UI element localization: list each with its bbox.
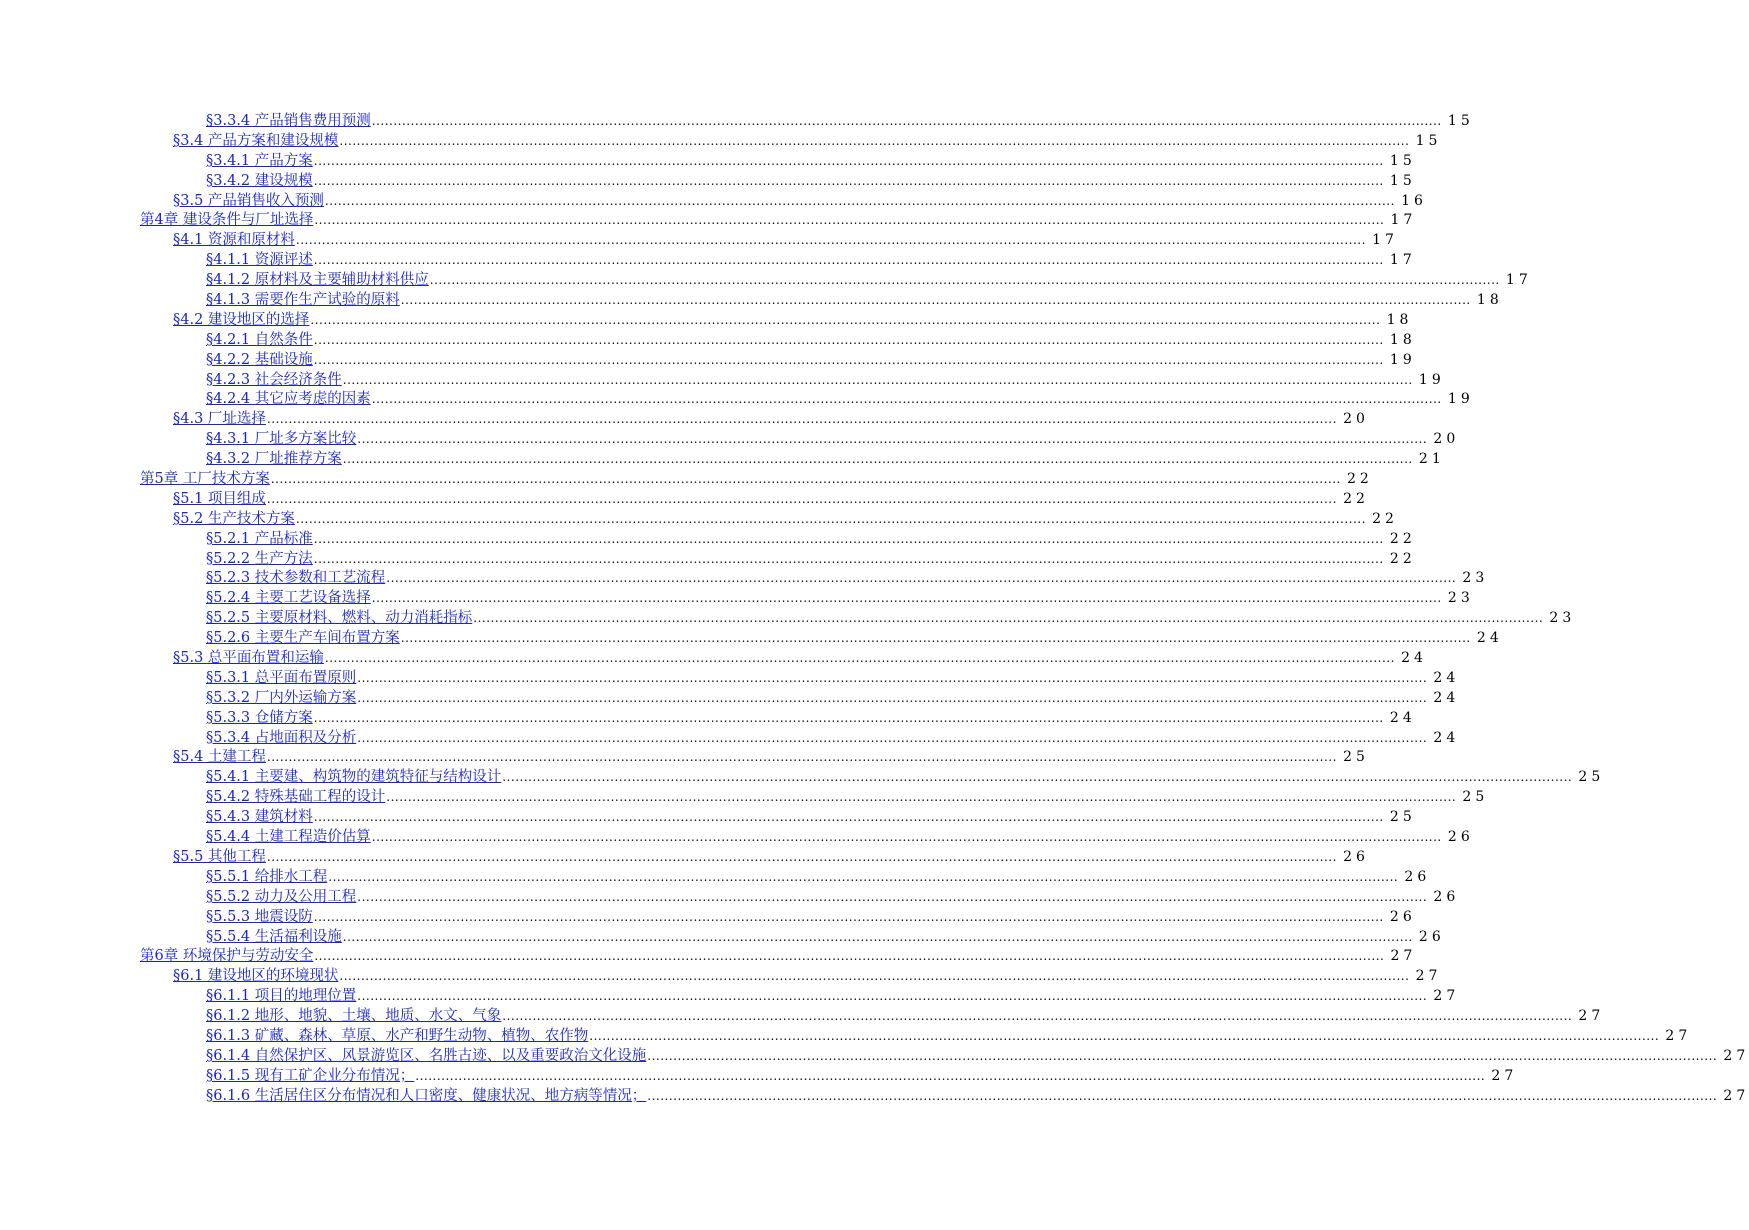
toc-page-number: 22 <box>1347 471 1373 488</box>
toc-entry[interactable] <box>0 649 1427 669</box>
dot-leader <box>271 470 1341 490</box>
toc-entry[interactable] <box>0 211 1417 231</box>
toc-entry-line <box>206 450 1445 470</box>
dot-leader <box>314 351 1384 371</box>
dot-leader <box>372 589 1442 609</box>
toc-entry[interactable] <box>0 470 1373 490</box>
toc-entry-link[interactable]: §5.3.3 仓储方案 <box>206 709 313 726</box>
toc-entry-link[interactable]: §5.4.3 建筑材料 <box>206 809 313 826</box>
toc-entry-line <box>206 1087 1749 1107</box>
toc-entry-link[interactable]: §5.3.1 总平面布置原则 <box>206 669 357 686</box>
toc-entry-line <box>206 629 1503 649</box>
toc-entry-line <box>173 311 1413 331</box>
toc-page-number: 22 <box>1343 490 1369 507</box>
toc-entry-line <box>206 768 1605 788</box>
toc-entry-line <box>206 569 1489 589</box>
dot-leader <box>386 569 1456 589</box>
toc-entry-line <box>173 749 1369 769</box>
toc-entry[interactable] <box>0 1047 1749 1067</box>
toc-page-number: 27 <box>1491 1067 1518 1084</box>
toc-entry-line <box>206 1047 1749 1067</box>
toc-entry-link[interactable]: §5.2.4 主要工艺设备选择 <box>206 590 371 607</box>
dot-leader <box>357 669 1427 689</box>
dot-leader <box>401 629 1471 649</box>
toc-page-number: 25 <box>1343 749 1369 766</box>
dot-leader <box>343 450 1413 470</box>
toc-entry[interactable] <box>0 629 1503 649</box>
toc-entry-line <box>206 609 1576 629</box>
toc-page-number: 24 <box>1401 650 1427 667</box>
toc-page-number: 24 <box>1433 689 1460 706</box>
toc-entry[interactable] <box>0 669 1460 689</box>
toc-entry[interactable] <box>0 510 1398 530</box>
toc-page-number: 26 <box>1389 908 1416 925</box>
toc-page-number: 26 <box>1343 848 1369 865</box>
toc-page-number: 27 <box>1723 1047 1749 1064</box>
toc-entry-line <box>206 271 1532 291</box>
toc-entry[interactable] <box>0 410 1369 430</box>
toc-entry-line <box>206 669 1460 689</box>
dot-leader <box>372 112 1442 132</box>
dot-leader <box>357 689 1427 709</box>
toc-entry-link[interactable]: §4.2.2 基础设施 <box>206 351 313 368</box>
toc-entry-link[interactable]: §5.2.1 产品标准 <box>206 530 313 547</box>
toc-page-number: 16 <box>1401 192 1427 209</box>
dot-leader <box>314 172 1384 192</box>
dot-leader <box>325 192 1395 212</box>
toc-entry-line <box>140 947 1417 967</box>
toc-page-number: 25 <box>1462 789 1489 806</box>
toc-entry[interactable] <box>0 390 1474 410</box>
toc-entry[interactable] <box>0 689 1460 709</box>
dot-leader <box>314 211 1384 231</box>
toc-entry-line <box>206 112 1474 132</box>
toc-entry[interactable] <box>0 192 1427 212</box>
toc-entry[interactable] <box>0 132 1442 152</box>
dot-leader <box>339 967 1409 987</box>
dot-leader <box>372 390 1442 410</box>
toc-page-number: 17 <box>1505 272 1532 289</box>
toc-entry[interactable] <box>0 888 1460 908</box>
toc-page-number: 24 <box>1476 630 1503 647</box>
toc-entry-link[interactable]: §6.1.1 项目的地理位置 <box>206 988 357 1005</box>
toc-entry-line <box>173 132 1442 152</box>
toc-entry[interactable] <box>0 1007 1605 1027</box>
toc-page-number: 27 <box>1433 988 1460 1005</box>
toc-entry-link[interactable]: §5.4.2 特殊基础工程的设计 <box>206 789 386 806</box>
toc-entry[interactable] <box>0 788 1489 808</box>
toc-entry-link[interactable]: §5.4 土建工程 <box>173 749 266 766</box>
toc-entry-link[interactable]: §4.2.1 自然条件 <box>206 331 313 348</box>
toc-entry[interactable] <box>0 430 1460 450</box>
toc-page-number: 19 <box>1447 391 1474 408</box>
dot-leader <box>386 788 1456 808</box>
toc-page-number: 23 <box>1447 590 1474 607</box>
toc-page-number: 26 <box>1418 928 1445 945</box>
toc-page-number: 27 <box>1578 1008 1605 1025</box>
toc-entry-link[interactable]: §5.1 项目组成 <box>173 490 266 507</box>
dot-leader <box>267 748 1337 768</box>
toc-entry[interactable] <box>0 450 1445 470</box>
toc-entry[interactable] <box>0 908 1416 928</box>
toc-page-number: 21 <box>1418 451 1445 468</box>
toc-entry-line <box>173 192 1427 212</box>
toc-page-number: 17 <box>1389 252 1416 269</box>
dot-leader <box>357 430 1427 450</box>
toc-entry[interactable] <box>0 868 1431 888</box>
toc-entry-line <box>206 908 1416 928</box>
toc-entry-line <box>206 828 1474 848</box>
toc-entry-line <box>206 1027 1692 1047</box>
toc-entry-line <box>140 470 1373 490</box>
toc-entry-link[interactable]: §6.1.6 生活居住区分布情况和人口密度、健康状况、地方病等情况； <box>206 1087 647 1104</box>
toc-page-number: 15 <box>1389 152 1416 169</box>
toc-entry-line <box>173 490 1369 510</box>
toc-entry-line <box>206 689 1460 709</box>
toc-page-number: 26 <box>1404 868 1431 885</box>
toc-entry-link[interactable]: §6.1.5 现有工矿企业分布情况； <box>206 1067 415 1084</box>
dot-leader <box>296 510 1366 530</box>
toc-entry-link[interactable]: §3.4.2 建设规模 <box>206 172 313 189</box>
toc-entry-link[interactable]: §5.5.4 生活福利设施 <box>206 928 342 945</box>
dot-leader <box>314 908 1384 928</box>
toc-entry[interactable] <box>0 729 1460 749</box>
toc-entry-link[interactable]: 第4章 建设条件与厂址选择 <box>140 212 314 229</box>
toc-entry-link[interactable]: §3.4.1 产品方案 <box>206 152 313 169</box>
toc-entry[interactable] <box>0 152 1416 172</box>
dot-leader <box>343 371 1413 391</box>
toc-entry-line <box>206 1067 1518 1087</box>
toc-entry-link[interactable]: §3.4 产品方案和建设规模 <box>173 132 339 149</box>
dot-leader <box>372 828 1442 848</box>
dot-leader <box>589 1027 1659 1047</box>
toc-page-number: 24 <box>1389 709 1416 726</box>
toc-page-number: 27 <box>1665 1027 1692 1044</box>
toc-page-number: 17 <box>1372 232 1398 249</box>
toc-entry-line <box>206 888 1460 908</box>
toc-entry[interactable] <box>0 947 1417 967</box>
toc-entry-line <box>206 589 1474 609</box>
toc-entry[interactable] <box>0 550 1416 570</box>
toc-entry-line <box>206 331 1416 351</box>
toc-entry-link[interactable]: §5.5.1 给排水工程 <box>206 868 328 885</box>
toc-entry-line <box>206 291 1503 311</box>
toc-entry[interactable] <box>0 609 1576 629</box>
toc-page-number: 19 <box>1418 371 1445 388</box>
toc-entry[interactable] <box>0 251 1416 271</box>
dot-leader <box>343 928 1413 948</box>
toc-entry-link[interactable]: §5.2.6 主要生产车间布置方案 <box>206 630 400 647</box>
dot-leader <box>430 271 1500 291</box>
toc-entry-line <box>206 1007 1605 1027</box>
toc-page-number: 27 <box>1415 968 1442 985</box>
toc-entry-link[interactable]: §5.5.3 地震设防 <box>206 908 313 925</box>
toc-entry[interactable] <box>0 331 1416 351</box>
toc-entry-line <box>173 231 1398 251</box>
toc-entry[interactable] <box>0 291 1503 311</box>
toc-entry[interactable] <box>0 928 1445 948</box>
toc-entry-line <box>206 152 1416 172</box>
dot-leader <box>314 550 1384 570</box>
toc-entry[interactable] <box>0 1067 1518 1087</box>
toc-page-number: 27 <box>1723 1087 1749 1104</box>
toc-entry[interactable] <box>0 808 1416 828</box>
toc-entry[interactable] <box>0 490 1369 510</box>
dot-leader <box>401 291 1471 311</box>
toc-entry-link[interactable]: §3.5 产品销售收入预测 <box>173 192 324 209</box>
toc-page-number: 22 <box>1389 530 1416 547</box>
toc-entry-line <box>173 848 1369 868</box>
toc-entry-line <box>206 251 1416 271</box>
toc-entry-link[interactable]: §5.2.3 技术参数和工艺流程 <box>206 570 386 587</box>
toc-entry[interactable] <box>0 589 1474 609</box>
dot-leader <box>296 231 1366 251</box>
toc-entry-link[interactable]: §5.5 其他工程 <box>173 848 266 865</box>
toc-entry[interactable] <box>0 231 1398 251</box>
toc-entry-link[interactable]: §5.2 生产技术方案 <box>173 510 295 527</box>
toc-entry-link[interactable]: §4.3.1 厂址多方案比较 <box>206 431 357 448</box>
table-of-contents <box>0 112 1749 1107</box>
toc-entry[interactable] <box>0 112 1474 132</box>
toc-entry-line <box>206 371 1445 391</box>
toc-entry-link[interactable]: §4.3.2 厂址推荐方案 <box>206 451 342 468</box>
toc-page-number: 18 <box>1476 292 1503 308</box>
dot-leader <box>310 311 1380 331</box>
toc-entry-link[interactable]: §4.1.2 原材料及主要辅助材料供应 <box>206 272 429 289</box>
dot-leader <box>314 530 1384 550</box>
toc-page-number: 15 <box>1389 172 1416 189</box>
dot-leader <box>325 649 1395 669</box>
toc-entry-link[interactable]: §3.3.4 产品销售费用预测 <box>206 112 371 129</box>
toc-page-number: 20 <box>1433 431 1460 448</box>
dot-leader <box>415 1067 1485 1087</box>
dot-leader <box>314 331 1384 351</box>
toc-entry-link[interactable]: §5.2.5 主要原材料、燃料、动力消耗指标 <box>206 610 473 627</box>
toc-entry-line <box>206 390 1474 410</box>
toc-entry-link[interactable]: §5.4.4 土建工程造价估算 <box>206 829 371 846</box>
toc-entry-link[interactable]: §4.3 厂址选择 <box>173 411 266 428</box>
dot-leader <box>647 1087 1717 1107</box>
toc-page-number: 19 <box>1389 351 1416 368</box>
toc-entry[interactable] <box>0 967 1442 987</box>
dot-leader <box>357 729 1427 749</box>
toc-entry-link[interactable]: §5.3 总平面布置和运输 <box>173 650 324 667</box>
toc-entry[interactable] <box>0 351 1416 371</box>
dot-leader <box>473 609 1543 629</box>
dot-leader <box>267 848 1337 868</box>
toc-page-number: 24 <box>1433 729 1460 746</box>
toc-entry[interactable] <box>0 371 1445 391</box>
toc-entry[interactable] <box>0 530 1416 550</box>
toc-entry-link[interactable]: §5.3.4 占地面积及分析 <box>206 729 357 746</box>
toc-page-number: 15 <box>1447 112 1474 129</box>
dot-leader <box>267 490 1337 510</box>
toc-entry-link[interactable]: §6.1.3 矿藏、森林、草原、水产和野生动物、植物、农作物 <box>206 1027 589 1044</box>
toc-entry-link[interactable]: §5.3.2 厂内外运输方案 <box>206 689 357 706</box>
dot-leader <box>357 987 1427 1007</box>
toc-entry[interactable] <box>0 768 1605 788</box>
toc-entry[interactable] <box>0 271 1532 291</box>
toc-entry-link[interactable]: §6.1.4 自然保护区、风景游览区、名胜古迹、以及重要政治文化设施 <box>206 1047 647 1064</box>
toc-entry[interactable] <box>0 1087 1749 1107</box>
toc-entry-line <box>206 351 1416 371</box>
toc-page-number: 15 <box>1415 132 1442 149</box>
dot-leader <box>328 868 1398 888</box>
toc-entry[interactable] <box>0 749 1369 769</box>
dot-leader <box>314 709 1384 729</box>
toc-entry-line <box>206 808 1416 828</box>
toc-entry-link[interactable]: §6.1 建设地区的环境现状 <box>173 968 339 985</box>
toc-entry[interactable] <box>0 828 1474 848</box>
toc-entry-line <box>206 868 1431 888</box>
toc-page-number: 26 <box>1447 829 1474 846</box>
dot-leader <box>314 808 1384 828</box>
toc-entry[interactable] <box>0 172 1416 192</box>
dot-leader <box>357 888 1427 908</box>
toc-entry-line <box>206 788 1489 808</box>
toc-page-number: 22 <box>1372 510 1398 527</box>
toc-entry-link[interactable]: §4.1.3 需要作生产试验的原料 <box>206 292 400 308</box>
toc-entry-link[interactable]: §4.1 资源和原材料 <box>173 232 295 249</box>
toc-entry[interactable] <box>0 311 1413 331</box>
toc-entry[interactable] <box>0 848 1369 868</box>
dot-leader <box>314 251 1384 271</box>
toc-entry-line <box>173 967 1442 987</box>
toc-entry-line <box>206 430 1460 450</box>
dot-leader <box>314 152 1384 172</box>
toc-entry-line <box>206 729 1460 749</box>
toc-page-number: 22 <box>1389 550 1416 567</box>
toc-entry-link[interactable]: 第5章 工厂技术方案 <box>140 471 270 488</box>
toc-entry-link[interactable]: §4.1.1 资源评述 <box>206 252 313 269</box>
toc-page-number: 25 <box>1578 769 1605 786</box>
toc-entry-line <box>206 987 1460 1007</box>
toc-entry[interactable] <box>0 987 1460 1007</box>
dot-leader <box>339 132 1409 152</box>
toc-entry-line <box>206 172 1416 192</box>
toc-page-number: 25 <box>1389 809 1416 826</box>
toc-entry-link[interactable]: §5.2.2 生产方法 <box>206 550 313 567</box>
toc-page-number: 23 <box>1462 570 1489 587</box>
toc-entry-link[interactable]: §4.2.3 社会经济条件 <box>206 371 342 388</box>
toc-entry[interactable] <box>0 709 1416 729</box>
toc-page-number: 24 <box>1433 669 1460 686</box>
toc-entry-link[interactable]: §6.1.2 地形、地貌、土壤、地质、水文、气象 <box>206 1008 502 1025</box>
toc-entry-line <box>206 530 1416 550</box>
toc-entry-line <box>173 410 1369 430</box>
toc-entry-line <box>206 550 1416 570</box>
dot-leader <box>267 410 1337 430</box>
toc-page-number: 18 <box>1389 331 1416 348</box>
toc-page-number: 27 <box>1390 948 1417 965</box>
toc-entry[interactable] <box>0 569 1489 589</box>
dot-leader <box>502 768 1572 788</box>
toc-entry-line <box>206 709 1416 729</box>
toc-page-number: 17 <box>1390 212 1417 229</box>
toc-entry-line <box>173 649 1427 669</box>
toc-entry-link[interactable]: §5.4.1 主要建、构筑物的建筑特征与结构设计 <box>206 769 502 786</box>
toc-entry-link[interactable]: 第6章 环境保护与劳动安全 <box>140 948 314 965</box>
toc-page-number: 23 <box>1549 610 1576 627</box>
toc-entry-line <box>206 928 1445 948</box>
dot-leader <box>314 947 1384 967</box>
toc-entry-link[interactable]: §5.5.2 动力及公用工程 <box>206 888 357 905</box>
toc-entry[interactable] <box>0 1027 1692 1047</box>
toc-entry-line <box>173 510 1398 530</box>
toc-entry-link[interactable]: §4.2.4 其它应考虑的因素 <box>206 391 371 408</box>
toc-entry-line <box>140 211 1417 231</box>
toc-page-number: 20 <box>1343 411 1369 428</box>
toc-page-number: 26 <box>1433 888 1460 905</box>
toc-page-number: 18 <box>1386 311 1413 328</box>
toc-entry-link[interactable]: §4.2 建设地区的选择 <box>173 311 310 328</box>
dot-leader <box>647 1047 1717 1067</box>
dot-leader <box>502 1007 1572 1027</box>
